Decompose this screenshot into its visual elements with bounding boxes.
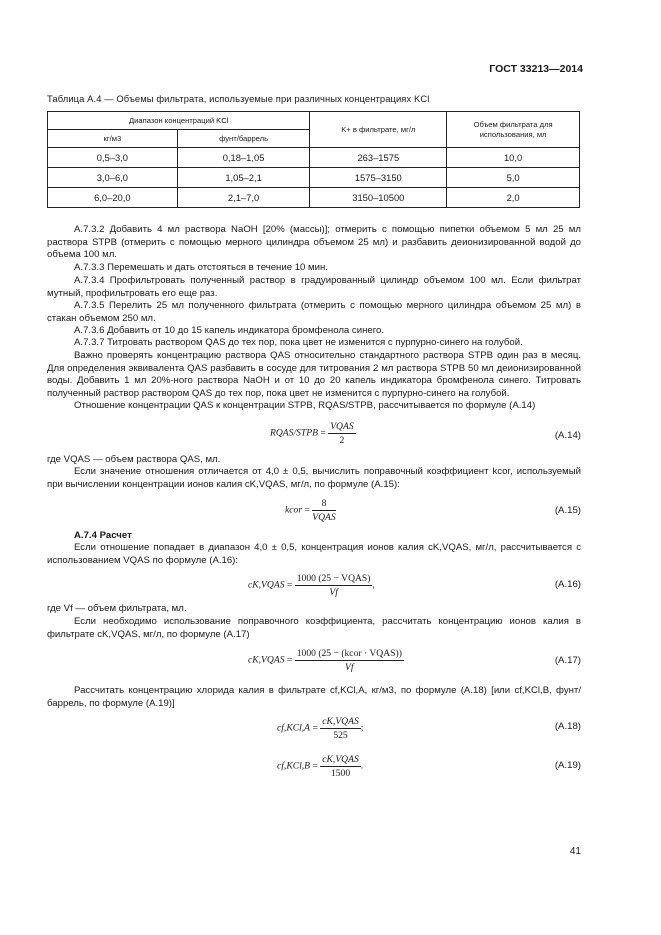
cell-k: 3150–10500 <box>310 188 447 208</box>
lb-barrel-header: фунт/баррель <box>177 130 310 148</box>
formula-denominator: 1500 <box>330 768 351 779</box>
formula-label-a16: (А.16) <box>554 579 581 590</box>
filtrate-volume-table <box>47 111 580 208</box>
formula-fraction <box>328 421 355 446</box>
formula-a17: cK,VQAS = $\frac{\text{1000 (25 − (kcor · VQAS))}}{Vf}$ <box>248 648 402 673</box>
formula-lhs: cK,VQAS <box>248 654 285 666</box>
para-a737: А.7.3.7 Титровать раствором QAS до тех пор, пока цвет не изменится с пурпурно-синего на голубой. <box>74 337 523 348</box>
table-row <box>48 188 580 208</box>
formula-numerator: VQAS <box>330 421 354 432</box>
formula-lhs: cf,KCl,B <box>277 760 311 772</box>
formula-denominator: Vf <box>329 587 338 598</box>
formula-label-a14: (А.14) <box>554 430 581 441</box>
para-if-range: Если отношение попадает в диапазон 4,0 ± 0,5, концентрация ионов калия cK,VQAS, мг/л, рассчитывается с использованием VQAS по формуле (А.16): <box>47 542 581 566</box>
formula-label-a17: (А.17) <box>554 655 581 666</box>
para-where-vf: где Vf — объем фильтрата, мл. <box>47 603 187 614</box>
para-a734: А.7.3.4 Профильтровать полученный раствор в градуированный цилиндр объемом 100 мл. Если фильтрат мутный, профильтровать его еще раз. <box>47 275 581 299</box>
formula-a18: cf,KCl,A = $\frac{\text{cK,VQAS}}{525}$ ; <box>277 716 364 741</box>
cell-lb: 1,05–2,1 <box>177 168 310 188</box>
formula-numerator: 1000 (25 − (kcor · VQAS)) <box>296 648 402 659</box>
filtrate-volume-header: Объем фильтрата для использования, мл <box>447 112 580 148</box>
table-row <box>48 148 580 168</box>
cell-kg: 0,5–3,0 <box>48 148 178 168</box>
para-if-ratio: Если значение отношения отличается от 4,0 ± 0,5, вычислить поправочный коэффициент kcor, используемый при вычислении концентрации ионов калия cK,VQAS, мг/л, по формуле (А.15): <box>47 466 581 490</box>
para-a735: А.7.3.5 Перелить 25 мл полученного фильтрата (отмерить с помощью мерного цилиндра объемом 25 мл) в стакан объемом 250 мл. <box>47 300 581 324</box>
para-a736: А.7.3.6 Добавить от 10 до 15 капель индикатора бромфенола синего. <box>74 325 385 336</box>
cell-volume: 10,0 <box>447 148 580 168</box>
k-filtrate-header: K+ в фильтрате, мг/л <box>310 112 447 148</box>
formula-numerator: 1000 (25 − VQAS) <box>296 573 371 584</box>
formula-fraction <box>320 754 361 779</box>
concentration-range-header: Диапазон концентраций KCl <box>48 112 310 130</box>
formula-denominator: Vf <box>345 662 354 673</box>
formula-lhs: RQAS/STPB <box>270 427 318 439</box>
cell-volume: 5,0 <box>447 168 580 188</box>
formula-fraction <box>312 498 335 523</box>
para-a732: А.7.3.2 Добавить 4 мл раствора NaOH [20% (массы)]; отмерить с помощью пипетки объемом 5 мл 25 мл раствора STPB (отмерить с помощью мерного цилиндра объемом 25 мл) и разбавить деионизированной водой до объема 100 мл. <box>47 224 581 261</box>
formula-a14: RQAS/STPB = $\frac{\text{VQAS}}{2}$ <box>270 421 354 446</box>
formula-numerator: cK,VQAS <box>322 754 359 765</box>
formula-fraction <box>295 648 404 673</box>
kg-m3-header: кг/м3 <box>48 130 178 148</box>
para-important: Важно проверять концентрацию раствора QAS относительно стандартного раствора STPB один раз в месяц. Для определения эквивалента QAS разбавить в сосуде для титрования 2 мл раствора STPB 50 мл деионизированной воды. Добавить 1 мл 20%-ного раствора NaOH и от 10 до 20 капель индикатора бромфенола синего. Титровать полученный раствор раствором QAS до тех пор, пока цвет не изменится с пурпурно-синего на голубой. <box>47 350 581 399</box>
cell-kg: 6,0–20,0 <box>48 188 178 208</box>
standard-header: ГОСТ 33213—2014 <box>489 63 583 75</box>
formula-numerator: 8 <box>312 498 335 511</box>
formula-a15: kcor = $\frac{8}{\text{VQAS}}$ <box>285 498 336 523</box>
formula-lhs: kcor <box>285 504 303 516</box>
cell-kg: 3,0–6,0 <box>48 168 178 188</box>
table-caption: Таблица А.4 — Объемы фильтрата, используемые при различных концентрациях KCl <box>47 93 430 104</box>
formula-label-a18: (А.18) <box>554 721 581 732</box>
formula-numerator: cK,VQAS <box>322 716 359 727</box>
para-where-vqas: где VQAS — объем раствора QAS, мл. <box>47 454 221 465</box>
formula-label-a15: (А.15) <box>554 505 581 516</box>
cell-k: 1575–3150 <box>310 168 447 188</box>
formula-a16: cK,VQAS = $\frac{\text{1000 (25 − VQAS)}}{Vf}$ , <box>248 573 375 598</box>
formula-lhs: cf,KCl,A <box>277 722 311 734</box>
formula-denominator: 2 <box>339 435 345 446</box>
para-ratio: Отношение концентрации QAS к концентрации STPB, RQAS/STPB, рассчитывается по формуле (А.14) <box>74 400 536 411</box>
formula-lhs: cK,VQAS <box>248 579 285 591</box>
para-if-needed: Если необходимо использование поправочного коэффициента, рассчитать концентрацию ионов калия в фильтрате cK,VQAS, мг/л, по формуле (А.17) <box>47 616 581 640</box>
page-number: 41 <box>569 846 581 857</box>
formula-a19: cf,KCl,B = $\frac{\text{cK,VQAS}}{1500}$ . <box>277 754 364 779</box>
section-title-calc: А.7.4 Расчет <box>74 530 132 541</box>
para-a733: А.7.3.3 Перемешать и дать отстояться в течение 10 мин. <box>74 262 328 273</box>
formula-label-a19: (А.19) <box>554 760 581 771</box>
cell-lb: 2,1–7,0 <box>177 188 310 208</box>
para-kcl-calc: Рассчитать концентрацию хлорида калия в фильтрате cf,KCl,A, кг/м3, по формуле (А.18) [или cf,KCl,B, фунт/баррель, по формуле (А.19)] <box>47 685 581 709</box>
formula-fraction <box>320 716 361 741</box>
formula-denominator: VQAS <box>312 512 336 523</box>
formula-fraction <box>295 573 373 598</box>
cell-lb: 0,18–1,05 <box>177 148 310 168</box>
table-row <box>48 168 580 188</box>
formula-denominator: 525 <box>333 730 348 741</box>
cell-k: 263–1575 <box>310 148 447 168</box>
cell-volume: 2,0 <box>447 188 580 208</box>
